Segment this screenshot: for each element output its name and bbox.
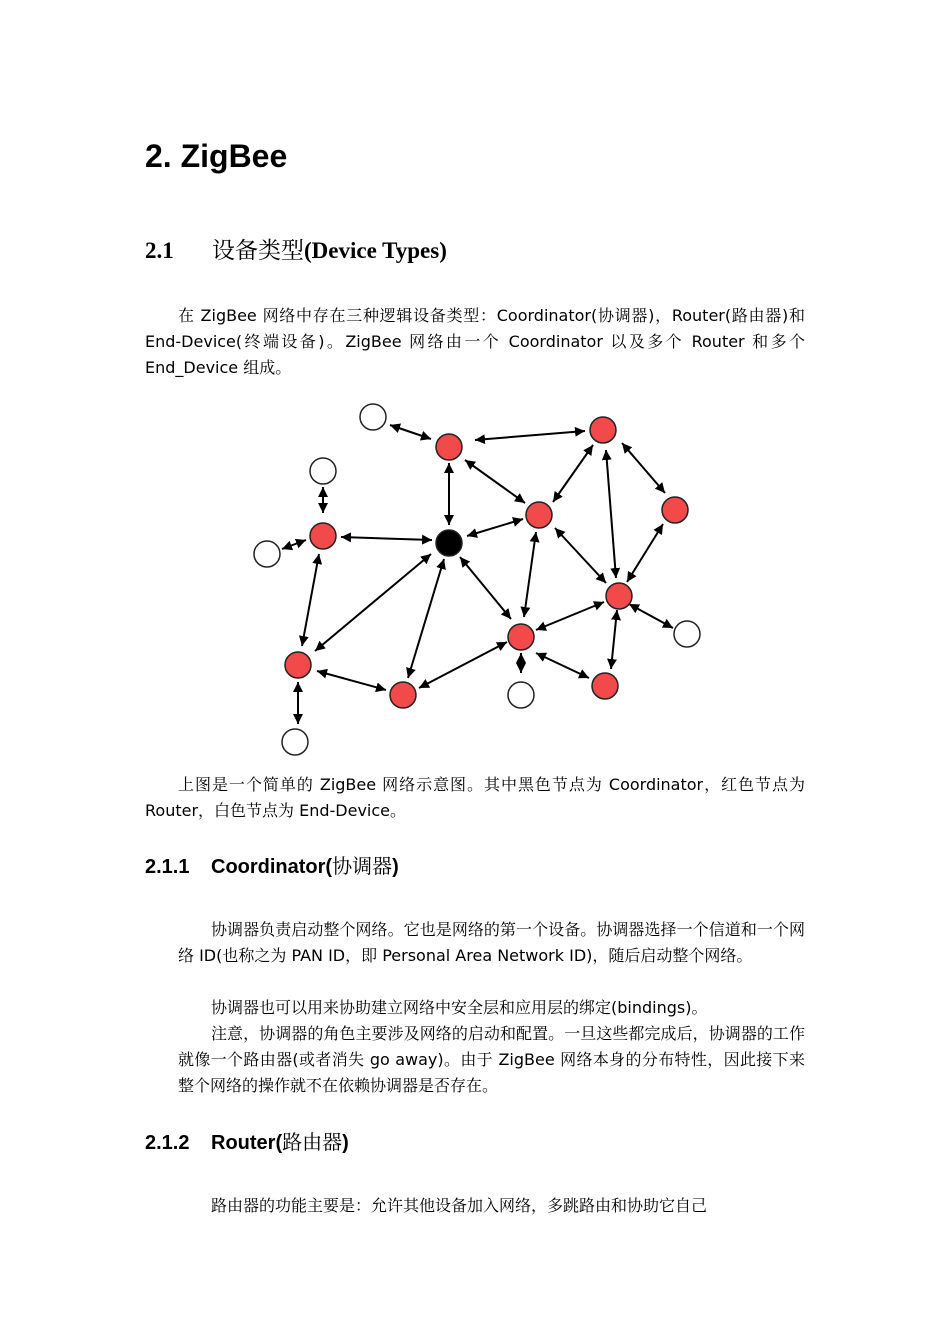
coordinator-node <box>436 530 462 556</box>
heading-zigbee: 2. ZigBee <box>145 138 288 174</box>
router-node <box>662 497 688 523</box>
section-2-1-heading <box>145 232 447 265</box>
router-node <box>526 502 552 528</box>
edge <box>467 519 523 536</box>
edge <box>317 671 386 690</box>
section-title-cn: 设备类型 <box>212 238 304 263</box>
end-device-node <box>254 541 280 567</box>
edge <box>524 532 536 617</box>
edge <box>536 653 589 678</box>
edge <box>606 450 616 578</box>
coordinator-paragraph-3: 注意，协调器的角色主要涉及网络的启动和配置。一旦这些都完成后，协调器的工作就像一个路由器(或者消失 go away)。由于 ZigBee 网络本身的分布特性，因此接下来整个网络的操作就不在依赖协调器是否存在。 <box>178 1024 805 1095</box>
edge <box>282 540 306 549</box>
edge <box>315 554 431 651</box>
router-paragraph-1: 路由器的功能主要是：允许其他设备加入网络，多跳路由和协助它自己 <box>211 1196 708 1215</box>
coordinator-paragraph-2: 协调器也可以用来协助建立网络中安全层和应用层的绑定(bindings)。 <box>211 998 708 1017</box>
section-title-close: ) <box>392 856 399 878</box>
section-title-en: Router( <box>211 1132 283 1154</box>
section-title-en: Coordinator( <box>211 856 333 878</box>
router-node <box>310 523 336 549</box>
intro-paragraph: 在 ZigBee 网络中存在三种逻辑设备类型：Coordinator(协调器)，Router(路由器)和 End-Device(终端设备)。ZigBee 网络由一个 Coordinator 以及多个 Router 和多个 End_Device 组成。 <box>145 306 805 377</box>
edge <box>627 524 663 582</box>
edge <box>465 460 525 503</box>
section-title-cn: 协调器 <box>332 854 393 878</box>
edge <box>622 443 665 493</box>
edge <box>629 604 673 628</box>
edge <box>555 528 606 583</box>
edge <box>553 445 593 502</box>
end-device-node <box>360 404 386 430</box>
router-node <box>508 624 534 650</box>
edge <box>419 642 507 688</box>
section-2-1-1-heading <box>145 850 399 879</box>
figure-caption: 上图是一个简单的 ZigBee 网络示意图。其中黑色节点为 Coordinator，红色节点为 Router，白色节点为 End-Device。 <box>145 775 805 820</box>
router-node <box>606 583 632 609</box>
section-number: 2.1.2 <box>145 1132 190 1154</box>
router-node <box>590 417 616 443</box>
router-node <box>592 673 618 699</box>
edge <box>341 537 432 540</box>
edge <box>460 557 511 619</box>
section-2-1-2-heading <box>145 1126 349 1155</box>
edge <box>611 610 617 669</box>
section-title-close: ) <box>342 1132 349 1154</box>
coordinator-paragraph-1: 协调器负责启动整个网络。它也是网络的第一个设备。协调器选择一个信道和一个网络 ID(也称之为 PAN ID，即 Personal Area Network ID)，随后启动整个网络。 <box>178 920 805 965</box>
edge <box>390 425 431 439</box>
edge <box>408 559 444 678</box>
router-node <box>285 652 311 678</box>
zigbee-network-diagram <box>245 397 715 762</box>
edge <box>536 602 604 630</box>
end-device-node <box>310 458 336 484</box>
section-title-cn: 路由器 <box>282 1130 343 1154</box>
router-node <box>436 434 462 460</box>
end-device-node <box>674 621 700 647</box>
section-title-en: (Device Types) <box>304 238 447 263</box>
end-device-node <box>508 682 534 708</box>
edge <box>475 431 585 440</box>
router-node <box>390 682 416 708</box>
end-device-node <box>282 729 308 755</box>
section-number: 2.1 <box>145 238 174 263</box>
section-number: 2.1.1 <box>145 856 190 878</box>
edge <box>302 554 319 646</box>
